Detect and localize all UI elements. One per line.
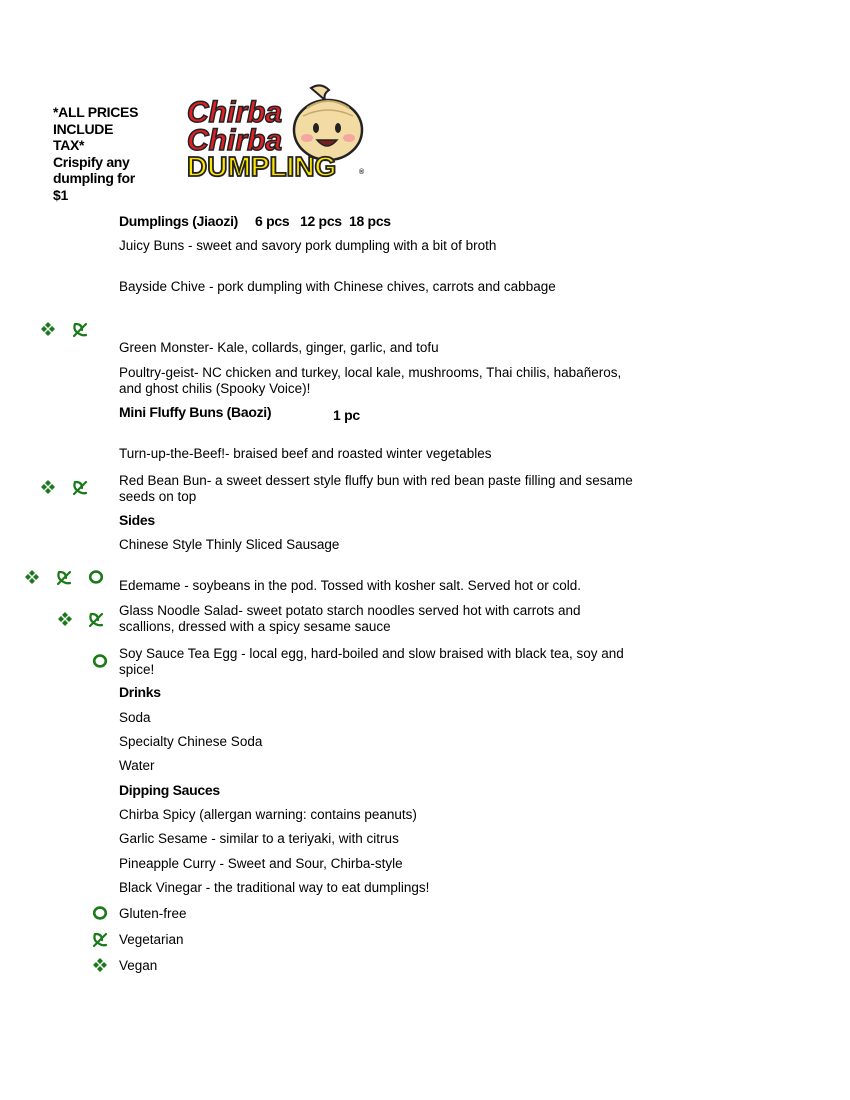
vegan-icon [39,320,57,338]
legend-label-gluten-free: Gluten-free [119,906,187,921]
vegan-icon [23,568,41,586]
price-notice [53,104,173,203]
gluten-free-icon [91,904,109,922]
menu-item: Turn-up-the-Beef!- braised beef and roasted winter vegetables [119,446,492,461]
menu-item: Pineapple Curry - Sweet and Sour, Chirba-style [119,856,403,871]
legend-label-vegan: Vegan [119,958,158,973]
menu-item: Chinese Style Thinly Sliced Sausage [119,537,340,552]
section-title-buns: Mini Fluffy Buns (Baozi) [119,404,272,420]
notice-line: INCLUDE [53,120,114,137]
section-title-sides: Sides [119,512,155,528]
dumpling-mascot-icon [294,85,362,160]
size-1pc: 1 pc [333,407,360,423]
vegan-icon [39,478,57,496]
vegetarian-icon [71,321,89,339]
logo-word: Chirba [187,124,283,157]
vegetarian-icon [91,931,109,949]
notice-line: dumpling for [53,170,135,186]
menu-item: Chirba Spicy (allergan warning: contains peanuts) [119,807,417,822]
vegetarian-icon [55,569,73,587]
menu-item: Specialty Chinese Soda [119,734,263,749]
menu-item: Poultry-geist- NC chicken and turkey, local kale, mushrooms, Thai chilis, habañeros, and ghost chilis (Spooky Voice)! [119,365,622,396]
section-title-dumplings: Dumplings (Jiaozi) [119,213,239,229]
notice-line: *ALL PRICES [53,104,139,120]
notice-line: Crispify any [53,153,130,170]
gluten-free-icon [91,652,109,670]
vegan-icon [91,956,109,974]
menu-item: Soy Sauce Tea Egg - local egg, hard-boiled and slow braised with black tea, soy and spice! [119,646,624,677]
section-title-drinks: Drinks [119,684,161,700]
legend-label-vegetarian: Vegetarian [119,932,184,947]
vegan-icon [56,610,74,628]
logo-word: Chirba [187,96,283,129]
menu-item: Soda [119,710,151,725]
size-12pcs: 12 pcs [300,213,342,229]
logo-word: DUMPLING [187,151,337,182]
menu-item: Red Bean Bun- a sweet dessert style fluffy bun with red bean paste filling and sesame seeds on top [119,473,633,504]
menu-item: Water [119,758,155,773]
menu-item: Garlic Sesame - similar to a teriyaki, with citrus [119,831,399,846]
trademark-mark: ® [359,169,365,176]
menu-item: Edemame - soybeans in the pod. Tossed with kosher salt. Served hot or cold. [119,578,581,593]
gluten-free-icon [87,568,105,586]
menu-item: Juicy Buns - sweet and savory pork dumpling with a bit of broth [119,238,497,253]
size-18pcs: 18 pcs [349,213,391,229]
notice-line: $1 [53,186,68,203]
vegetarian-icon [87,611,105,629]
section-title-sauces: Dipping Sauces [119,782,220,798]
menu-item: Bayside Chive - pork dumpling with Chinese chives, carrots and cabbage [119,279,556,294]
menu-item: Glass Noodle Salad- sweet potato starch noodles served hot with carrots and scallions, dressed with a spicy sesame sauce [119,603,581,634]
menu-item: Black Vinegar - the traditional way to eat dumplings! [119,880,430,895]
vegetarian-icon [71,479,89,497]
menu-item: Green Monster- Kale, collards, ginger, garlic, and tofu [119,340,439,355]
chirba-chirba-logo [183,82,368,182]
notice-line: TAX* [53,137,85,153]
size-6pcs: 6 pcs [255,213,290,229]
